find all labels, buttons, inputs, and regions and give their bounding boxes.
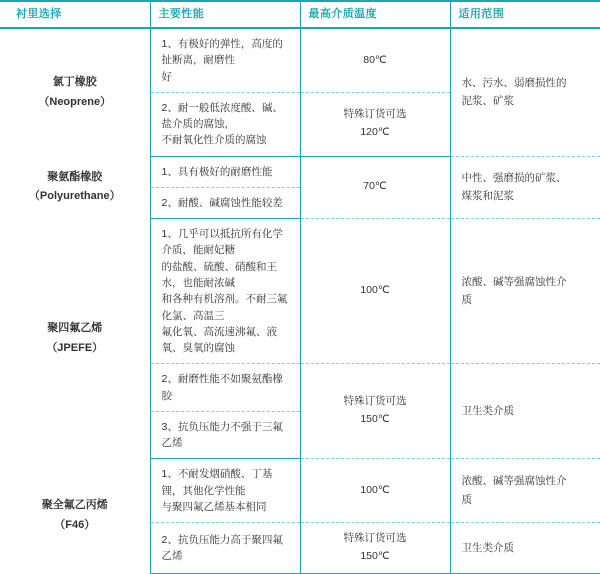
application-scope-line: 浓酸、碱等强腐蚀性介: [461, 275, 567, 288]
performance-cell: [150, 28, 300, 92]
performance-line: 氟化氧、高流速沸氟、液氧、臭氧的腐蚀: [161, 325, 277, 355]
table-row: [0, 156, 600, 187]
application-scope-cell: [450, 28, 600, 156]
performance-line: 不耐氧化性介质的腐蚀: [161, 134, 267, 147]
max-temperature-cell: [300, 364, 450, 459]
column-header-max-medium-temperature: 最高介质温度: [300, 1, 450, 28]
max-temperature-line: 120℃: [360, 126, 390, 139]
performance-line: 2、耐一般低浓度酸、碱、盐介质的腐蚀，: [161, 101, 283, 131]
column-header-lining-choice: 衬里选择: [0, 1, 150, 28]
performance-cell: [150, 219, 300, 364]
material-name-line: 聚四氟乙烯: [47, 321, 103, 334]
application-scope-line: 泥浆、矿浆: [461, 95, 514, 108]
performance-line: 2、耐酸、碱腐蚀性能较差: [161, 196, 283, 209]
table-row: [0, 459, 600, 523]
performance-line: 的盐酸、硫酸、硝酸和王水，也能耐浓碱: [161, 260, 277, 289]
max-temperature-line: 80℃: [363, 53, 387, 66]
application-scope-cell: [450, 364, 600, 459]
performance-line: 好: [161, 70, 172, 83]
material-name-cell: [0, 459, 150, 573]
application-scope-line: 浓酸、碱等强腐蚀性介: [461, 475, 567, 488]
material-name-line: 聚氨酯橡胶: [47, 170, 103, 183]
application-scope-line: 质: [461, 493, 472, 506]
material-name-line: （F46）: [54, 519, 96, 532]
application-scope-line: 水、污水、弱磨损性的: [461, 76, 567, 89]
application-scope-line: 煤浆和泥浆: [461, 190, 514, 203]
max-temperature-cell: [300, 28, 450, 92]
max-temperature-line: 100℃: [360, 284, 390, 297]
application-scope-cell: [450, 523, 600, 574]
performance-line: 与聚四氟乙烯基本相同: [161, 500, 267, 513]
material-name-line: （Neoprene）: [38, 95, 112, 108]
application-scope-line: 卫生类介质: [461, 405, 514, 418]
material-name-line: 氯丁橡胶: [52, 75, 97, 88]
material-name-line: （JPEFE）: [46, 341, 104, 354]
application-scope-line: 质: [461, 294, 472, 307]
application-scope-line: 中性、强磨损的矿浆、: [461, 172, 567, 185]
table-row: [0, 28, 600, 92]
max-temperature-line: 150℃: [360, 550, 390, 562]
column-header-application-scope: 适用范围: [450, 1, 600, 28]
performance-cell: [150, 364, 300, 412]
performance-line: 3、抗负压能力不强于三氟乙烯: [161, 420, 283, 450]
material-name-cell: [0, 28, 150, 156]
performance-cell: [150, 156, 300, 187]
max-temperature-line: 特殊订货可选: [343, 108, 407, 121]
max-temperature-line: 70℃: [363, 180, 387, 193]
max-temperature-line: 150℃: [360, 413, 390, 426]
application-scope-cell: [450, 459, 600, 523]
performance-line: 2、耐磨性能不如聚氨酯橡胶: [161, 373, 283, 402]
table-header-row: [0, 1, 600, 28]
table-header: [0, 1, 600, 28]
max-temperature-cell: [300, 459, 450, 523]
max-temperature-cell: [300, 523, 450, 574]
performance-line: 和各种有机溶剂。不耐三氟化氯、高温三: [161, 293, 288, 322]
material-name-line: （Polyurethane）: [28, 190, 121, 203]
material-name-cell: [0, 156, 150, 219]
max-temperature-line: 100℃: [360, 483, 390, 496]
max-temperature-line: 特殊订货可选: [343, 532, 407, 545]
max-temperature-cell: [300, 219, 450, 364]
performance-cell: [150, 411, 300, 459]
max-temperature-line: 特殊订货可选: [343, 395, 407, 408]
performance-line: 1、几乎可以抵抗所有化学介质，能耐妃糖: [161, 228, 283, 257]
application-scope-cell: [450, 219, 600, 364]
performance-line: 1、不耐发烟硝酸、丁基锂，其他化学性能: [161, 468, 273, 497]
performance-line: 1、有极好的弹性，高度的扯断离，耐磨性: [161, 38, 283, 67]
column-header-main-performance: 主要性能: [150, 1, 300, 28]
table-body: [0, 28, 600, 573]
performance-line: 2、抗负压能力高于聚四氟乙烯: [161, 533, 283, 562]
max-temperature-cell: [300, 156, 450, 219]
performance-line: 1、具有极好的耐磨性能: [161, 165, 273, 178]
material-name-cell: [0, 219, 150, 459]
performance-cell: [150, 459, 300, 523]
application-scope-line: 卫生类介质: [461, 541, 514, 554]
performance-cell: [150, 92, 300, 156]
performance-cell: [150, 523, 300, 574]
performance-cell: [150, 187, 300, 218]
material-name-line: 聚全氟乙丙烯: [41, 499, 108, 512]
table-row: [0, 219, 600, 364]
application-scope-cell: [450, 156, 600, 219]
max-temperature-cell: [300, 92, 450, 156]
